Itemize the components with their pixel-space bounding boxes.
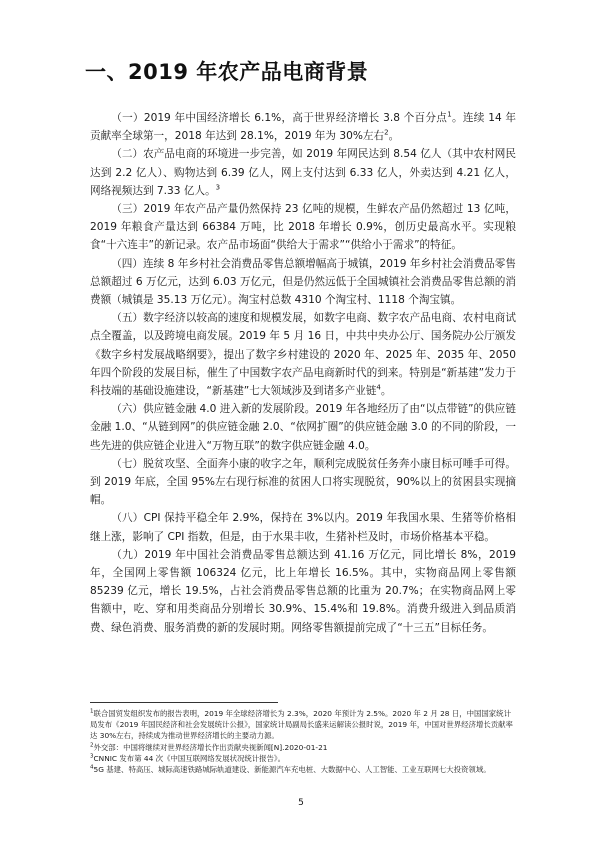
footnote-ref-1[interactable]: 1 [447, 110, 452, 119]
paragraph-2: （二）农产品电商的环境进一步完善，如 2019 年网民达到 8.54 亿人（其中农村网民达到 2.2 亿人）、购物达到 6.39 亿人，网上支付达到 6.33 亿人，外卖达到 4.21 亿人，网络视频达到 7.33 亿人。$^3$ [90, 148, 516, 197]
footnotes [90, 708, 516, 775]
footnote-3: $^3$CNNIC 发布第 44 次《中国互联网络发展状况统计报告》。 [90, 753, 286, 763]
footnote-4: $^4$5G 基建、特高压、城际高速铁路城际轨道建设、新能源汽车充电桩、大数据中心、人工智能、工业互联网七大投资领域。 [90, 764, 491, 775]
page-number: 5 [298, 798, 304, 808]
page-title: 一、2019 年农产品电商背景 [85, 60, 369, 84]
footnote-ref-3[interactable]: 3 [215, 183, 221, 192]
footnote-1: $^1$联合国贸发组织发布的报告表明，2019 年全球经济增长为 2.3%，2020 年预计为 2.5%。2020 年 2 月 28 日，中国国家统计局发布《2019 年国民经济和社会发展统计公报》，国家统计局副局长盛来运解读公报时说，2019 年，中国对世界经济增长贡献率达 30%左右，持续成为推动世界经济增长的主要动力源。 [90, 708, 513, 741]
paragraph-3: （三）2019 年农产品产量仍然保持 23 亿吨的规模，生鲜农产品仍然超过 13 亿吨，2019 年粮食产量达到 66384 万吨，比 2018 年增长 0.9%，创历史最高水平。实现粮食“十六连丰”的新记录。农产品市场面“供给大于需求”“供给小于需求”的特征。 [90, 203, 516, 252]
paragraph-9: （九）2019 年中国社会消费品零售总额达到 41.16 万亿元，同比增长 8%，2019 年，全国网上零售额 106324 亿元，比上年增长 16.5%。其中，实物商品网上零售额 85239 亿元，增长 19.5%，占社会消费品零售总额的比重为 20.7%；在实物商品网上零售额中，吃、穿和用类商品分别增长 30.9%、15.4%和 19.8%。消费升级进入到品质消费、绿色消费、服务消费的新的发展时期。网络零售额提前完成了“十三五”目标任务。 [90, 548, 516, 634]
body-text [90, 109, 516, 637]
footnote-2: $^2$外交部：中国将继续对世界经济增长作出贡献央视新闻[N].2020-01-21 [90, 742, 328, 752]
paragraph-6: （六）供应链金融 4.0 进入新的发展阶段。2019 年各地经历了由“以点带链”的供应链金融 1.0、“从链到网”的供应链金融 2.0、“依网扩圈”的供应链金融 3.0 的不同的阶段，一些先进的供应链企业进入“万物互联”的数字供应链金融 4.0。 [90, 403, 516, 452]
footnote-divider [90, 702, 278, 703]
paragraph-5: （五）数字经济以较高的速度和规模发展，如数字电商、数字农产品电商、农村电商试点全覆盖，以及跨境电商发展。2019 年 5 月 16 日，中共中央办公厅、国务院办公厅颁发《数字乡村发展战略纲要》，提出了数字乡村建设的 2020 年、2025 年、2035 年、2050 年四个阶段的发展目标，催生了中国数字农产品电商新时代的到来。特别是“新基建”发力于科技端的基础设施建设，“新基建”七大领域涉及到诸多产业链$^4$。 [90, 312, 516, 398]
paragraph-7: （七）脱贫攻坚、全面奔小康的收字之年，顺利完成脱贫任务奔小康目标可唾手可得。到 2019 年底，全国 95%左右现行标准的贫困人口将实现脱贫，90%以上的贫困县实现摘帽。 [90, 457, 516, 507]
paragraph-1: （一）2019 年中国经济增长 6.1%，高于世界经济增长 3.8 个百分点$^1$。连续 14 年贡献率全球第一，2018 年达到 28.1%，2019 年为 30%左右$^2$。 [90, 110, 516, 143]
paragraph-8: （八）CPI 保持平稳全年 2.9%，保持在 3%以内。2019 年我国水果、生猪等价格相继上涨，影响了 CPI 指数，但是，由于水果丰收，生猪补栏及时，市场价格基本平稳。 [90, 512, 516, 543]
footnote-ref-2[interactable]: 2 [384, 128, 389, 137]
footnote-ref-4[interactable]: 4 [376, 383, 381, 392]
paragraph-4: （四）连续 8 年乡村社会消费品零售总额增幅高于城镇，2019 年乡村社会消费品零售总额超过 6 万亿元，达到 6.03 万亿元，但是仍然远低于全国城镇社会消费品零售总额的消费额（城镇是 35.13 万亿元）。淘宝村总数 4310 个淘宝村、1118 个淘宝镇。 [90, 257, 516, 307]
